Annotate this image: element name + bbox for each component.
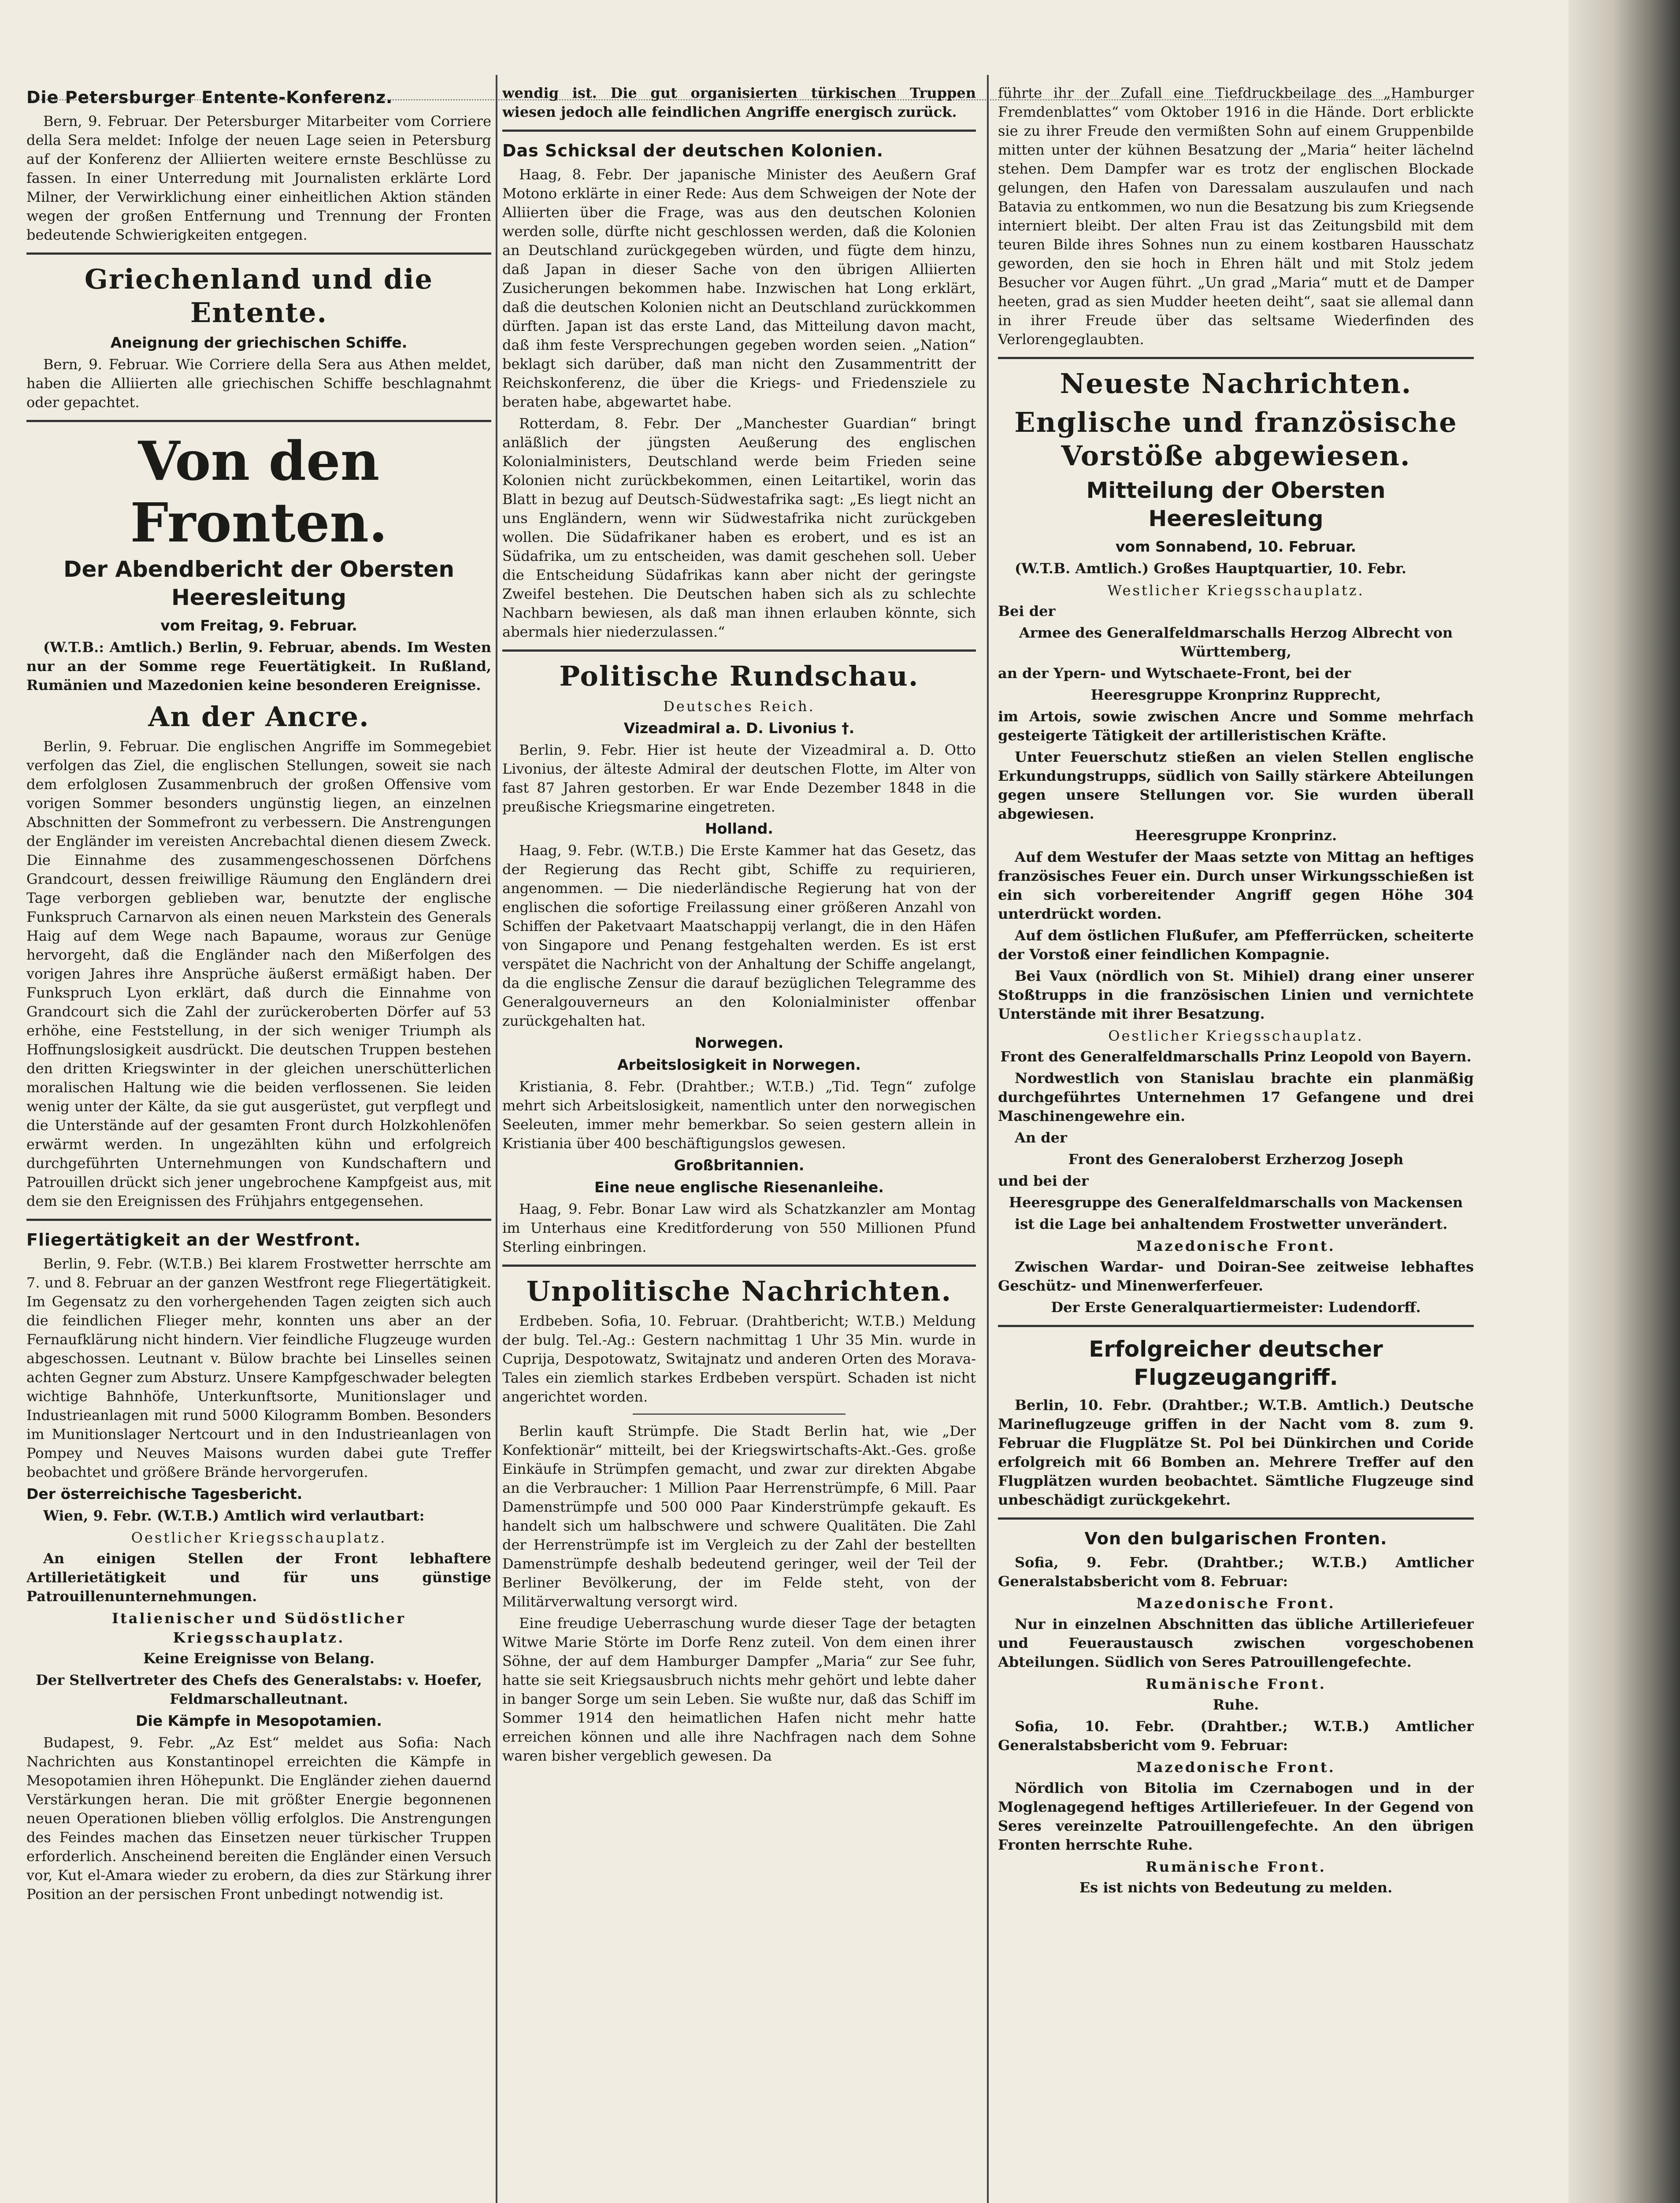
article-petersburg: Bern, 9. Februar. Der Petersburger Mitarbeiter vom Corriere della Sera meldet: Infolge der neuen Lage seien in Petersburg auf der Konferenz der Alliierten weitere ernste Beschlüsse zu fassen. In einer Unterredung mit Journalisten erklärte Lord Milner, der Verwirklichung einer einheitlichen Aktion ständen wegen der großen Entfernung und Trennung der Fronten bedeutende Schwierigkeiten entgegen. [26, 113, 491, 243]
separator [502, 130, 976, 132]
headline-von-den-fronten: Von den Fronten. [130, 429, 388, 554]
article-bulgarien-4: Nördlich von Bitolia im Czernabogen und in der Moglenagegend heftiges Artilleriefeuer. In der Gegend von Seres vereinzelte Patrouillengefechte. An den übrigen Fronten herrschte Ruhe. [998, 1780, 1474, 1853]
date-mitteilung: vom Sonnabend, 10. Februar. [1115, 538, 1357, 555]
subhead-griechenland: Aneignung der griechischen Schiffe. [110, 334, 408, 351]
article-oesterreich-2: Keine Ereignisse von Belang. [143, 1650, 375, 1667]
article-abendbericht: (W.T.B.: Amtlich.) Berlin, 9. Februar, abends. Im Westen nur an der Somme rege Feuertätigkeit. In Rußland, Rumänien und Mazedonien keine besonderen Ereignisse. [26, 639, 491, 694]
article-bulgarien-2: Nur in einzelnen Abschnitten das übliche Artilleriefeuer und Feueraustausch zwischen vorgeschobenen Abteilungen. Südlich von Seres Patrouillengefechte. [998, 1616, 1474, 1670]
separator [502, 649, 976, 652]
date-abendbericht: vom Freitag, 9. Februar. [160, 617, 357, 634]
section-rumaenische-front-2: Rumänische Front. [1146, 1858, 1326, 1875]
signature-ludendorff: Der Erste Generalquartiermeister: Ludendorff. [1051, 1299, 1421, 1316]
subhead-livonius: Vizeadmiral a. D. Livonius †. [623, 719, 855, 737]
text-front-leopold: Front des Generalfeldmarschalls Prinz Leopold von Bayern. [1000, 1048, 1472, 1065]
separator [502, 1265, 976, 1267]
article-holland: Haag, 9. Febr. (W.T.B.) Die Erste Kammer hat das Gesetz, das der Regierung das Recht gibt, Schiffe zu requirieren, angenommen. — Die niederländische Regierung hat von der englischen die sofortige Freilassung einer größeren Anzahl von Schiffen der Paketvaart Maatschappij verlangt, die in den Häfen von Singapore und Penang festgehalten werden. Es ist erst verspätet die Nachricht von der Anhaltung der Schiffe angelangt, da die englische Zensur die darauf bezüglichen Telegramme des Generalgouverneurs an den Kolonialminister offenbar zurückgehalten hat. [502, 842, 976, 1029]
text-heeresgruppe-kronprinz: Heeresgruppe Kronprinz. [1135, 827, 1337, 844]
headline-ancre: An der Ancre. [148, 701, 370, 733]
headline-petersburg: Die Petersburger Entente-Konferenz. [26, 88, 393, 107]
article-feuerschutz: Unter Feuerschutz stießen an vielen Stellen englische Erkundungstrupps, südlich von Sailly stärkere Abteilungen gegen unsere Stellungen vor. Sie wurden überall abgewiesen. [998, 749, 1474, 822]
subhead-deutsches-reich: Deutsches Reich. [663, 698, 815, 715]
headline-politische-rundschau: Politische Rundschau. [559, 660, 919, 692]
article-oesterreich-1: An einigen Stellen der Front lebhaftere Artillerietätigkeit und für uns günstige Patrouillenunternehmungen. [26, 1550, 491, 1605]
article-hauptquartier-intro: (W.T.B. Amtlich.) Großes Hauptquartier, 10. Febr. [1015, 560, 1407, 577]
article-vaux: Bei Vaux (nördlich von St. Mihiel) drang einer unserer Stoßtrupps in die französischen Linien und vernichtete Unterstände mit ihrer Besatzung. [998, 968, 1474, 1022]
article-lage: ist die Lage bei anhaltendem Frostwetter unverändert. [1015, 1216, 1448, 1232]
text-ypern: an der Ypern- und Wytschaete-Front, bei der [998, 665, 1351, 682]
headline-unpolitische-nachrichten: Unpolitische Nachrichten. [526, 1275, 952, 1307]
article-kolonien: Haag, 8. Febr. Der japanische Minister des Aeußern Graf Motono erklärte in einer Rede: Aus dem Schweigen der Note der Alliierten über die Frage, was aus den deutschen Kolonien werden solle, dürfte nicht geschlossen werden, daß die Kolonien an Deutschland zurückgegeben würden, und fügte dem hinzu, daß Japan in dieser Sache von den übrigen Alliierten Zusicherungen bekommen habe. Inzwischen hat Long erklärt, daß die deutschen Kolonien nicht an Deutschland zurückkommen dürften. Japan ist das erste Land, das Mitteilung davon macht, daß ihm feste Versprechungen gegeben worden seien. „Nation“ beklagt sich darüber, daß man nicht den Zusammentritt der Reichskonferenz, die über die Kriegs- und Friedensziele zu beraten habe, abgewartet habe. [502, 166, 976, 410]
article-bulgarien-5: Es ist nichts von Bedeutung zu melden. [1079, 1879, 1393, 1896]
article-ueberraschung-cont: führte ihr der Zufall eine Tiefdruckbeilage des „Hamburger Fremdenblattes“ vom Oktober 1916 in die Hände. Dort erblickte sie zu ihrer Freude den vermißten Sohn auf einem Gruppenbilde mitten unter der kühnen Besatzung der „Maria“ heiter lächelnd stehen. Dem Dampfer war es trotz der englischen Blockade gelungen, den Hafen von Daressalam auszulaufen und nach Batavia zu entkommen, wo nun die Besatzung bis zum Kriegsende interniert bleibt. Der alten Frau ist das Zeitungsbild mit dem teuren Bilde ihres Sohnes nun zu einem kostbaren Hausschatz geworden, den sie hoch in Ehren hält und mit Stolz jedem Besucher vor Augen führt. „Un grad „Maria“ mutt et de Damper heeten, grad as sien Mudder heeten deiht“, saat sie allemal dann in ihrer Freude über das seltsame Wiederfinden des Verlorengeglaubten. [998, 85, 1474, 348]
article-grossbritannien: Haag, 9. Febr. Bonar Law wird als Schatzkanzler am Montag im Unterhaus eine Kreditforderung von 550 Millionen Pfund Sterling einbringen. [502, 1201, 976, 1255]
separator [998, 1517, 1474, 1520]
article-erdbeben: Erdbeben. Sofia, 10. Februar. (Drahtbericht; W.T.B.) Meldung der bulg. Tel.-Ag.: Gestern nachmittag 1 Uhr 35 Min. wurde in Cuprija, Despotowatz, Switajnatz und anderen Orten des Morava-Tales ein ziemlich starkes Erdbeben verspürt. Schaden ist nicht angerichtet worden. [502, 1313, 976, 1405]
separator [633, 1413, 846, 1415]
signature-hoefer: Der Stellvertreter des Chefs des Generalstabs: v. Hoefer, Feldmarschalleutnant. [36, 1672, 482, 1707]
separator [26, 252, 491, 255]
subhead-norwegen: Norwegen. [694, 1034, 784, 1051]
subhead-riesenanleihe: Eine neue englische Riesenanleihe. [594, 1179, 884, 1196]
separator [26, 1219, 491, 1221]
section-oestlicher-kriegsschauplatz: Oestlicher Kriegsschauplatz. [1108, 1027, 1364, 1044]
section-rumaenische-front: Rumänische Front. [1146, 1676, 1326, 1692]
section-italienischer-kriegsschauplatz: Italienischer und Südöstlicher Kriegsschauplatz. [112, 1610, 406, 1646]
article-oesterreich-intro: Wien, 9. Febr. (W.T.B.) Amtlich wird verlautbart: [43, 1507, 425, 1524]
headline-fliegertaetigkeit: Fliegertätigkeit an der Westfront. [26, 1230, 361, 1250]
subhead-abendbericht: Der Abendbericht der Obersten Heeresleitung [63, 556, 455, 610]
book-edge [1569, 0, 1680, 2203]
separator [998, 1325, 1474, 1327]
column-rule [987, 75, 989, 2203]
headline-kolonien: Das Schicksal der deutschen Kolonien. [502, 141, 884, 160]
column-2 [502, 84, 976, 2203]
text-heeresgruppe-rupprecht: Heeresgruppe Kronprinz Rupprecht, [1090, 686, 1381, 703]
subhead-mitteilung: Mitteilung der Obersten Heeresleitung [1086, 478, 1386, 531]
article-maas: Auf dem Westufer der Maas setzte von Mittag an heftiges französisches Feuer ein. Durch unser Wirkungsschießen ist ein sich vorbereitender Angriff gegen Höhe 304 unterdrückt worden. [998, 849, 1474, 922]
article-wardar: Zwischen Wardar- und Doiran-See zeitweise lebhaftes Geschütz- und Minenwerferfeuer. [998, 1258, 1474, 1294]
article-bulgarien-3: Sofia, 10. Febr. (Drahtber.; W.T.B.) Amtlicher Generalstabsbericht vom 9. Februar: [998, 1718, 1474, 1754]
text-bei-der: Bei der [998, 603, 1056, 619]
article-norwegen: Kristiania, 8. Febr. (Drahtber.; W.T.B.) „Tid. Tegn“ zufolge mehrt sich Arbeitslosigkeit, namentlich unter den norwegischen Seeleuten, immer mehr bemerkbar. So seien gestern allein in Kristiania über 400 beschäftigungslos gewesen. [502, 1078, 976, 1152]
column-3 [998, 84, 1474, 2203]
article-griechenland: Bern, 9. Februar. Wie Corriere della Sera aus Athen meldet, haben die Alliierten alle griechischen Schiffe beschlagnahmt oder gepachtet. [26, 356, 491, 411]
article-artois: im Artois, sowie zwischen Ancre und Somme mehrfach gesteigerte Tätigkeit der artilleristischen Kräfte. [998, 708, 1474, 744]
text-an-der: An der [1015, 1129, 1067, 1146]
article-ueberraschung: Eine freudige Ueberraschung wurde dieser Tage der betagten Witwe Marie Störte im Dorfe Renz zuteil. Von dem einen ihrer Söhne, der auf dem Hamburger Dampfer „Maria“ zur See fuhr, hatte sie seit Kriegsausbruch nichts mehr gehört und lebte daher in banger Sorge um sein Leben. Sie wußte nur, daß das Schiff im Sommer 1914 den heimatlichen Hafen nicht mehr hatte erreichen können und alle ihre Nachfragen nach dem Sohne waren bisher vergeblich gewesen. Da [502, 1615, 976, 1764]
section-mazedonische-front-2: Mazedonische Front. [1136, 1595, 1335, 1612]
headline-oesterreich: Der österreichische Tagesbericht. [26, 1485, 303, 1502]
headline-mesopotamien: Die Kämpfe in Mesopotamien. [136, 1712, 382, 1729]
subhead-holland: Holland. [705, 820, 773, 837]
headline-neueste-nachrichten: Neueste Nachrichten. [1060, 367, 1412, 400]
article-ancre: Berlin, 9. Februar. Die englischen Angriffe im Sommegebiet verfolgen das Ziel, die englischen Stellungen, soweit sie nach dem erfolglosen Zusammenbruch der großen Offensive vom vorigen Sommer besonders ungünstig liegen, an einzelnen Abschnitten der Sommefront zu verbessern. Die Anstrengungen der Engländer im vereisten Ancrebachtal dienen diesem Zweck. Die Einnahme des zusammengeschossenen Dörfchens Grandcourt, dessen freiwillige Räumung den Engländern drei Tage verborgen geblieben war, benutzte der englische Funkspruch Carnarvon als einen neuen Markstein des Generals Haig auf dem Wege nach Bapaume, woraus zur Genüge hervorgeht, daß die Engländer nach den Mißerfolgen des vorigen Jahres ihre Ansprüche äußerst ermäßigt haben. Der Funkspruch Lyon erklärt, daß durch die Einnahme von Grandcourt sich die Zahl der zurückeroberten Dörfer auf 53 erhöhe, eine Feststellung, in der sich weniger Triumph als Hoffnungslosigkeit ausdrückt. Die deutschen Truppen bestehen den dritten Kriegswinter in der gleichen unerschütterlichen moralischen Haltung wie die beiden verflossenen. Sie leiden wenig unter der Kälte, da sie gut ausgerüstet, gut verpflegt und die Unterstände auf der gesamten Front durch Holzkohlenöfen erwärmt werden. In ungezählten kühn und erfolgreich durchgeführten Unternehmungen von Kundschaftern und Patrouillen drückt sich jener ungebrochene Kampfgeist aus, mit dem sie den Ereignissen des Frühjahrs entgegensehen. [26, 738, 491, 1209]
text-ruhe: Ruhe. [1213, 1696, 1259, 1713]
headline-bulgarische-fronten: Von den bulgarischen Fronten. [1084, 1529, 1387, 1548]
text-front-joseph: Front des Generaloberst Erzherzog Joseph [1068, 1151, 1404, 1168]
article-livonius: Berlin, 9. Febr. Hier ist heute der Vizeadmiral a. D. Otto Livonius, der älteste Admiral der deutschen Flotte, im Alter von fast 87 Jahren gestorben. Er war Ende Dezember 1848 in die preußische Kriegsmarine eingetreten. [502, 742, 976, 815]
article-stanislau: Nordwestlich von Stanislau brachte ein planmäßig durchgeführtes Unternehmen 17 Gefangene und drei Maschinengewehre ein. [998, 1070, 1474, 1124]
section-westlicher-kriegsschauplatz: Westlicher Kriegsschauplatz. [1107, 582, 1365, 599]
section-mazedonische-front-3: Mazedonische Front. [1136, 1759, 1335, 1776]
headline-vorstoesse: Englische und französische Vorstöße abgewiesen. [1014, 406, 1457, 472]
section-mazedonische-front: Mazedonische Front. [1136, 1238, 1335, 1254]
article-pfefferruecken: Auf dem östlichen Flußufer, am Pfefferrücken, scheiterte der Vorstoß einer feindlichen Kompagnie. [998, 927, 1474, 963]
article-struempfe: Berlin kauft Strümpfe. Die Stadt Berlin hat, wie „Der Konfektionär“ mitteilt, bei der Kriegswirtschafts-Akt.-Ges. große Einkäufe in Strümpfen gemacht, und zwar zur direkten Abgabe an die Verbraucher: 1 Million Paar Herrenstrümpfe, 6 Mill. Paar Damenstrümpfe und 500 000 Paar Kinderstrümpfe gekauft. Es handelt sich um halbschwere und schwere Qualitäten. Die Zahl der Herrenstrümpfe ist im Vergleich zu der Zahl der bestellten Damenstrümpfe deshalb bedeutend geringer, weil der Teil der Berliner Bevölkerung, der im Felde steht, von der Militärverwaltung versorgt wird. [502, 1423, 976, 1610]
headline-griechenland: Griechenland und die Entente. [84, 263, 434, 329]
article-flugzeugangriff: Berlin, 10. Febr. (Drahtber.; W.T.B. Amtlich.) Deutsche Marineflugzeuge griffen in der Nacht vom 8. zum 9. Februar die Flugplätze St. Pol bei Dünkirchen und Coride erfolgreich mit 66 Bomben an. Mehrere Treffer auf den Flugplätzen wurden beobachtet. Sämtliche Flugzeuge sind unbeschädigt zurückgekehrt. [998, 1397, 1474, 1508]
article-bulgarien-1: Sofia, 9. Febr. (Drahtber.; W.T.B.) Amtlicher Generalstabsbericht vom 8. Februar: [998, 1554, 1474, 1590]
article-rotterdam: Rotterdam, 8. Febr. Der „Manchester Guardian“ bringt anläßlich der jüngsten Aeußerung des englischen Kolonialministers, Deutschland werde beim Frieden seine Kolonien nicht zurückbekommen, einen Leitartikel, worin das Blatt in bezug auf Deutsch-Südwestafrika sagt: „Es liegt nicht an uns Engländern, wenn wir Südwestafrika nicht zurückgeben wollen. Die Südafrikaner haben es erobert, und es ist an Südafrika, um zu entscheiden, was damit geschehen soll. Ueber die Entscheidung Südafrikas kann aber nicht der geringste Zweifel bestehen. Die Deutschen haben sich als zu schlechte Nachbarn bewiesen, als daß man ihnen erlauben könnte, sich abermals hier niederzulassen.“ [502, 415, 976, 640]
headline-flugzeugangriff: Erfolgreicher deutscher Flugzeugangriff. [1089, 1336, 1383, 1390]
separator [998, 357, 1474, 359]
text-heeresgruppe-mackensen: Heeresgruppe des Generalfeldmarschalls von Mackensen [1009, 1194, 1463, 1211]
column-1 [26, 84, 491, 2203]
article-mesopotamien: Budapest, 9. Febr. „Az Est“ meldet aus Sofia: Nach Nachrichten aus Konstantinopel erreichten die Kämpfe in Mesopotamien ihren Höhepunkt. Die Engländer ziehen dauernd Verstärkungen heran. Die mit größter Energie begonnenen neuen Operationen blieben völlig erfolglos. Die Anstrengungen des Feindes machen das Einsetzen neuer türkischer Truppen erforderlich. Anscheinend bereiten die Engländer einen Versuch vor, Kut el-Amara wieder zu erobern, da dies zur Stärkung ihrer Position an der persischen Front unbedingt notwendig ist. [26, 1734, 491, 1903]
subhead-arbeitslosigkeit: Arbeitslosigkeit in Norwegen. [617, 1056, 861, 1073]
text-und-bei-der: und bei der [998, 1172, 1089, 1189]
article-mesopotamien-cont: wendig ist. Die gut organisierten türkischen Truppen wiesen jedoch alle feindlichen Angriffe energisch zurück. [502, 85, 976, 120]
separator [26, 420, 491, 422]
subhead-grossbritannien: Großbritannien. [674, 1157, 805, 1174]
column-rule [496, 75, 497, 2203]
section-oestlicher-kriegsschauplatz: Oestlicher Kriegsschauplatz. [131, 1529, 387, 1546]
article-fliegertaetigkeit: Berlin, 9. Febr. (W.T.B.) Bei klarem Frostwetter herrschte am 7. und 8. Februar an der ganzen Westfront rege Fliegertätigkeit. Im Gegensatz zu den vorhergehenden Tagen zeigten sich auch die feindlichen Flieger mehr, konnten uns aber an der Fernaufklärung nicht hindern. Vier feindliche Flugzeuge wurden abgeschossen. Leutnant v. Bülow brachte bei Linselles seinen achten Gegner zum Absturz. Unsere Kampfgeschwader belegten wichtige Bahnhöfe, Unterkunftsorte, Munitionslager und Industrieanlagen mit rund 5000 Kilogramm Bomben. Besonders im Munitionslager Nertcourt und in den Industrieanlagen von Pompey und Neuves Maisons wurden dabei gute Treffer beobachtet und größere Brände hervorgerufen. [26, 1255, 491, 1480]
text-armee-albrecht: Armee des Generalfeldmarschalls Herzog Albrecht von Württemberg, [1019, 624, 1453, 660]
